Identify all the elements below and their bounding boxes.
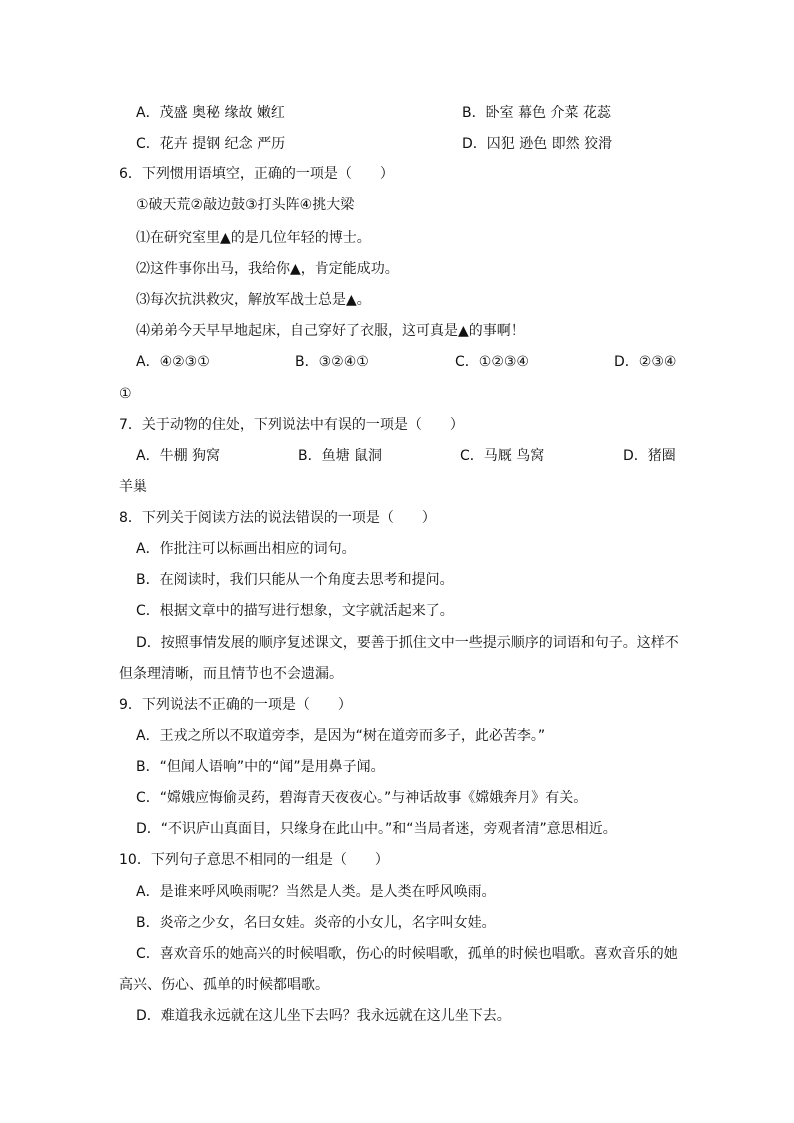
q9-stem: 9．下列说法不正确的一项是（ ） [119,697,352,713]
q9-option-a: A．王戎之所以不取道旁李，是因为“树在道旁而多子，此必苦李。” [136,728,546,744]
q6-sentence-2: ⑵这件事你出马，我给你▲，肯定能成功。 [136,261,399,277]
q10-option-a: A．是谁来呼风唤雨呢？当然是人类。是人类在呼风唤雨。 [136,884,496,900]
q7-option-d: D．猪圈 [623,448,676,464]
q9-option-d: D．“不识庐山真面目，只缘身在此山中。”和“当局者迷，旁观者清”意思相近。 [136,821,617,837]
q10-stem: 10．下列句子意思不相同的一组是（ ） [119,852,389,868]
q6-option-c: C．①②③④ [455,354,529,370]
q6-idioms: ①破天荒②敲边鼓③打头阵④挑大梁 [136,197,355,213]
q5-option-b: B．卧室 幕色 介菜 花蕊 [462,105,611,121]
q5-option-a: A．茂盛 奥秘 缘故 嫩红 [136,105,285,121]
q8-option-b: B．在阅读时，我们只能从一个角度去思考和提问。 [136,572,454,588]
q10-option-d: D．难道我永远就在这儿坐下去吗？我永远就在这儿坐下去。 [136,1008,511,1024]
q5-option-c: C．花卉 提钢 纪念 严历 [136,136,286,152]
q9-option-b: B．“但闻人语响”中的“闻”是用鼻子闻。 [136,759,385,775]
q7-option-a: A．牛棚 狗窝 [136,448,221,464]
q6-option-a: A．④②③① [136,354,210,370]
q6-sentence-3: ⑶每次抗洪救灾，解放军战士总是▲。 [136,292,371,308]
q6-sentence-4: ⑷弟弟今天早早地起床，自己穿好了衣服，这可真是▲的事啊！ [136,323,525,339]
q8-option-c: C．根据文章中的描写进行想象，文字就活起来了。 [136,603,454,619]
q6-option-d-wrap: ① [119,386,132,402]
q6-stem: 6．下列惯用语填空，正确的一项是（ ） [119,166,394,182]
q10-option-c-continued: 高兴、伤心、孤单的时候都唱歌。 [119,977,329,993]
q6-option-d: D．②③④ [614,354,677,370]
q5-option-d: D．囚犯 逊色 即然 狡滑 [462,136,613,152]
q8-option-a: A．作批注可以标画出相应的词句。 [136,541,356,557]
q8-option-d: D．按照事情发展的顺序复述课文，要善于抓住文中一些提示顺序的词语和句子。这样不 [136,635,679,651]
q7-option-c: C．马厩 鸟窝 [460,448,545,464]
q10-option-b: B．炎帝之少女，名曰女娃。炎帝的小女儿，名字叫女娃。 [136,915,496,931]
q7-option-b: B．鱼塘 鼠洞 [298,448,383,464]
q10-option-c: C．喜欢音乐的她高兴的时候唱歌，伤心的时候唱歌，孤单的时候也唱歌。喜欢音乐的她 [136,946,678,962]
q7-stem: 7．关于动物的住处，下列说法中有误的一项是（ ） [119,417,464,433]
q6-option-b: B．③②④① [295,354,369,370]
q7-option-d-wrap: 羊巢 [119,479,147,495]
q9-option-c: C．“嫦娥应悔偷灵药，碧海青天夜夜心。”与神话故事《嫦娥奔月》有关。 [136,790,588,806]
q8-option-d-continued: 但条理清晰，而且情节也不会遗漏。 [119,666,343,682]
q8-stem: 8．下列关于阅读方法的说法错误的一项是（ ） [119,510,436,526]
q6-sentence-1: ⑴在研究室里▲的是几位年轻的博士。 [136,230,371,246]
